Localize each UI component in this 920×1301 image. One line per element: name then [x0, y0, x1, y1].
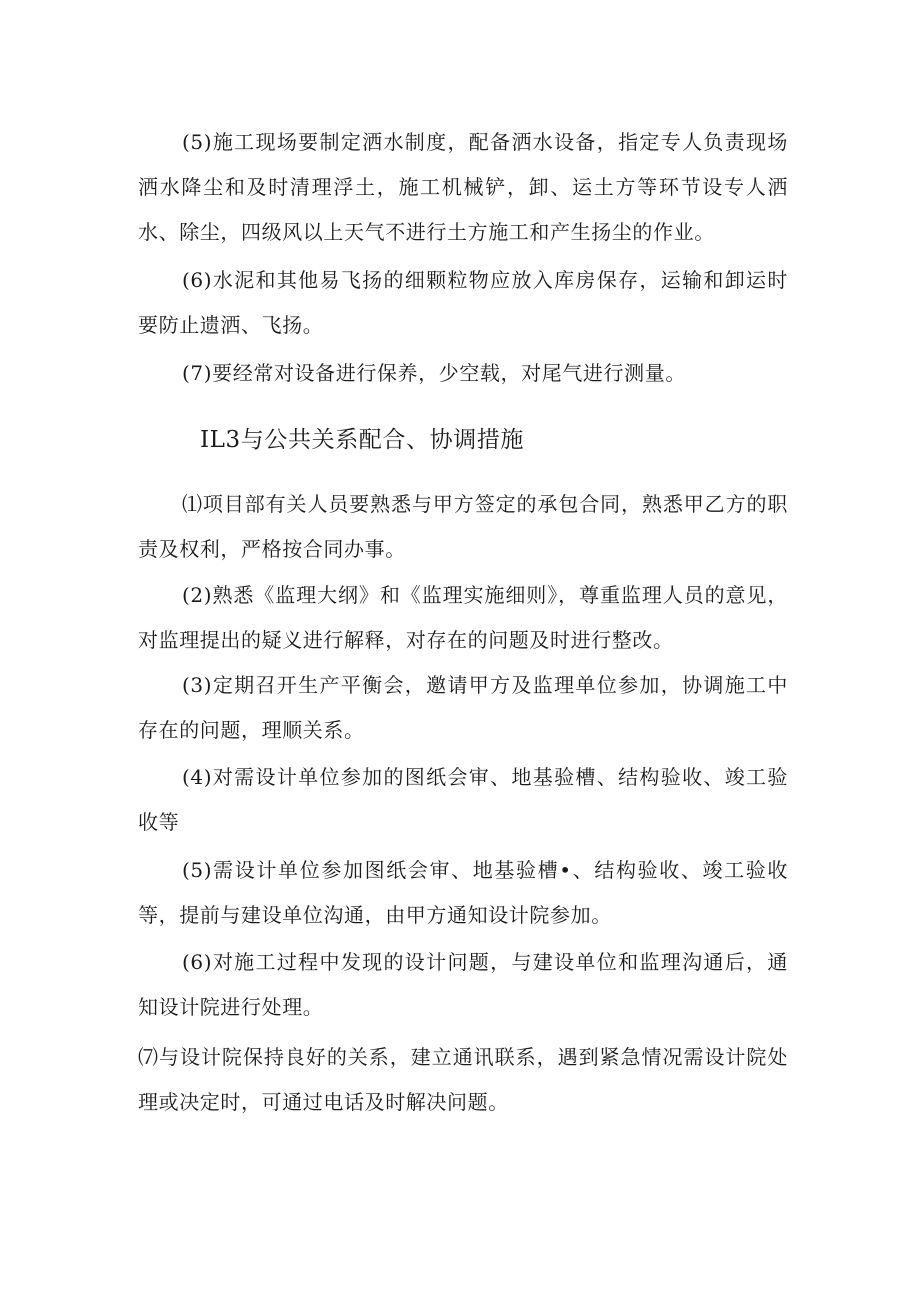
- paragraph-6-cement: (6)水泥和其他易飞扬的细颗粒物应放入库房保存，运输和卸运时要防止遗洒、飞扬。: [138, 268, 788, 337]
- paragraph-5-design-unit: (5)需设计单位参加图纸会审、地基验槽•、结构验收、竣工验收等，提前与建设单位沟通，由甲方通知设计院参加。: [138, 858, 788, 927]
- paragraph-7-design-institute: ⑺与设计院保持良好的关系，建立通讯联系，遇到紧急情况需设计院处理或决定时，可通过电话及时解决问题。: [138, 1045, 788, 1114]
- paragraph-7-equipment: (7)要经常对设备进行保养，少空载，对尾气进行测量。: [182, 361, 686, 385]
- paragraph-2-supervision: (2)熟悉《监理大纲》和《监理实施细则》，尊重监理人员的意见，对监理提出的疑义进行解释，对存在的问题及时进行整改。: [138, 583, 788, 652]
- paragraph-4-design-unit: (4)对需设计单位参加的图纸会审、地基验槽、结构验收、竣工验收等: [138, 765, 788, 834]
- paragraph-6-design-issues: (6)对施工过程中发现的设计问题，与建设单位和监理沟通后，通知设计院进行处理。: [138, 950, 788, 1019]
- paragraph-1-contract: ⑴项目部有关人员要熟悉与甲方签定的承包合同，熟悉甲乙方的职责及权利，严格按合同办事。: [138, 492, 788, 561]
- paragraph-5-dust: (5)施工现场要制定洒水制度，配备洒水设备，指定专人负责现场洒水降尘和及时清理浮土，施工机械铲，卸、运土方等环节设专人洒水、除尘，四级风以上天气不进行土方施工和产生扬尘的作业。: [138, 130, 788, 244]
- section-heading: IL3与公共关系配合、协调措施: [200, 427, 524, 453]
- paragraph-3-meeting: (3)定期召开生产平衡会，邀请甲方及监理单位参加，协调施工中存在的问题，理顺关系。: [138, 673, 788, 742]
